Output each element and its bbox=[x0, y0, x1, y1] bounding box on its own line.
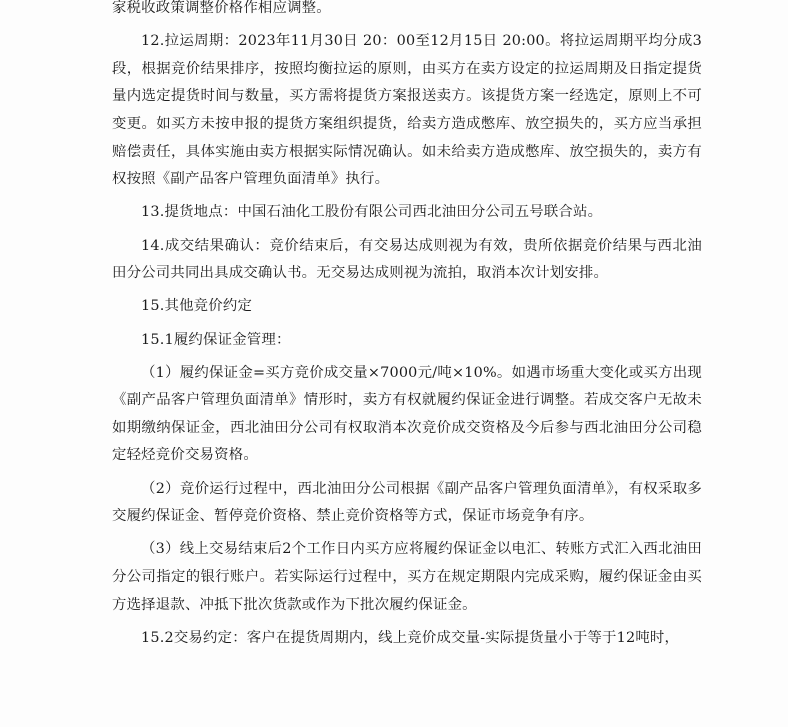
paragraph-deposit-item-3: （3）线上交易结束后2个工作日内买方应将履约保证金以电汇、转账方式汇入西北油田分公司指定的银行账户。若实际运行过程中，买方在规定期限内完成采购，履约保证金由买方选择退款、冲抵下批次货款或作为下批次履约保证金。 bbox=[112, 541, 702, 613]
document-body bbox=[112, 0, 702, 658]
paragraph-tax-adjustment: 家税收政策调整价格作相应调整。 bbox=[112, 0, 331, 16]
paragraph-deposit-item-1: （1）履约保证金=买方竞价成交量×7000元/吨×10%。如遇市场重大变化或买方出现《副产品客户管理负面清单》情形时，卖方有权就履约保证金进行调整。若成交客户无故未如期缴纳保证金，西北油田分公司有权取消本次竞价成交资格及今后参与西北油田分公司稳定轻烃竞价交易资格。 bbox=[112, 364, 702, 464]
heading-15-other-terms: 15.其他竞价约定 bbox=[141, 298, 253, 315]
paragraph-deposit-item-2: （2）竞价运行过程中，西北油田分公司根据《副产品客户管理负面清单》，有权采取多交履约保证金、暂停竞价资格、禁止竞价资格等方式，保证市场竞争有序。 bbox=[112, 480, 702, 525]
paragraph-12-transport-period: 12.拉运周期：2023年11月30日 20：00至12月15日 20:00。将拉运周期平均分成3段，根据竞价结果排序，按照均衡拉运的原则，由买方在卖方设定的拉运周期及日指定提货量内选定提货时间与数量，买方需将提货方案报送卖方。该提货方案一经选定，原则上不可变更。如买方未按申报的提货方案组织提货，给卖方造成憋库、放空损失的，买方应当承担赔偿责任，具体实施由卖方根据实际情况确认。如未给卖方造成憋库、放空损失的，卖方有权按照《副产品客户管理负面清单》执行。 bbox=[112, 33, 702, 188]
paragraph-15-2-trading-terms: 15.2交易约定：客户在提货周期内，线上竞价成交量-实际提货量小于等于12吨时， bbox=[141, 629, 680, 646]
paragraph-14-result-confirmation: 14.成交结果确认：竞价结束后，有交易达成则视为有效，贵所依据竞价结果与西北油田分公司共同出具成交确认书。无交易达成则视为流拍，取消本次计划安排。 bbox=[112, 237, 702, 282]
heading-15-1-deposit-management: 15.1履约保证金管理： bbox=[141, 331, 291, 348]
paragraph-13-pickup-location: 13.提货地点：中国石油化工股份有限公司西北油田分公司五号联合站。 bbox=[141, 204, 603, 221]
